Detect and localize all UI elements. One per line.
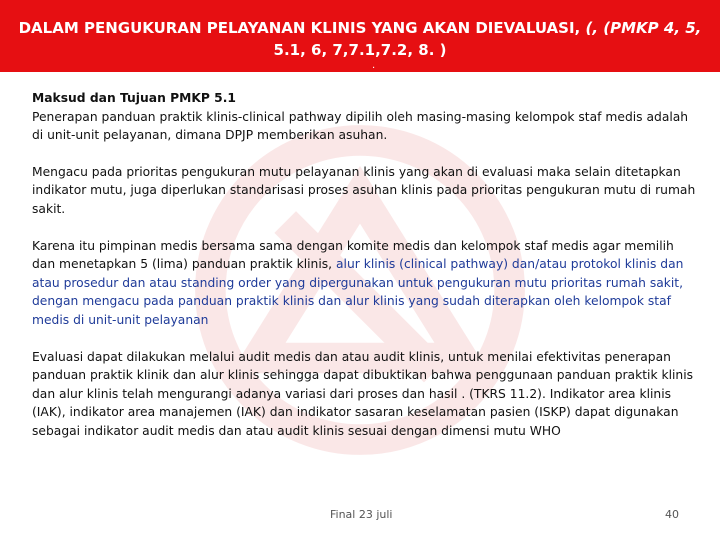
slide-title-line-1 [0, 19, 720, 37]
paragraph-3 [32, 237, 697, 330]
title-reference-italic: (, (PMKP 4, 5, [585, 19, 702, 37]
footer-note: Final 23 juli [330, 508, 393, 521]
title-text: DALAM PENGUKURAN PELAYANAN KLINIS YANG AKAN DIEVALUASI, [18, 19, 581, 37]
slide-body [32, 89, 697, 441]
paragraph-4: Evaluasi dapat dilakukan melalui audit medis dan atau audit klinis, untuk menilai efektivitas penerapan panduan praktik klinik dan alur klinis sehingga dapat dibuktikan bahwa penggunaan panduan praktik klinis dan alur klinis telah mengurangi adanya variasi dari proses dan hasil . (TKRS 11.2). Indikator area klinis (IAK), indikator area manajemen (IAK) dan indikator sasaran keselamatan pasien (ISKP) dapat digunakan sebagai indikator audit medis dan atau audit klinis sesuai dengan dimensi mutu WHO [32, 349, 694, 438]
paragraph-3-text: Karena itu pimpinan medis bersama sama dengan komite medis dan kelompok staf medis agar memilih dan menetapkan 5 (lima) panduan praktik klinis, [32, 238, 674, 272]
section-heading: Maksud dan Tujuan PMKP 5.1 [32, 91, 236, 105]
paragraph-3-highlight: alur klinis (clinical pathway) dan/atau protokol klinis dan atau prosedur dan atau standing order yang dipergunakan untuk pengukuran mutu prioritas rumah sakit, dengan mengacu pada panduan praktik klinis dan alur klinis yang sudah diterapkan oleh kelompok staf medis di unit-unit pelayanan [32, 257, 684, 327]
header-dot: . [372, 60, 376, 71]
slide-header-banner [0, 0, 720, 72]
slide-title-line-2: 5.1, 6, 7,7.1,7.2, 8. ) [273, 41, 447, 59]
paragraph-1: Penerapan panduan praktik klinis-clinical pathway dipilih oleh masing-masing kelompok staf medis adalah di unit-unit pelayanan, dimana DPJP memberikan asuhan. [32, 109, 689, 143]
page-number: 40 [665, 508, 679, 521]
paragraph-2: Mengacu pada prioritas pengukuran mutu pelayanan klinis yang akan di evaluasi maka selain ditetapkan indikator mutu, juga diperlukan standarisasi proses asuhan klinis pada prioritas pengukuran mutu di rumah sakit. [32, 164, 696, 216]
